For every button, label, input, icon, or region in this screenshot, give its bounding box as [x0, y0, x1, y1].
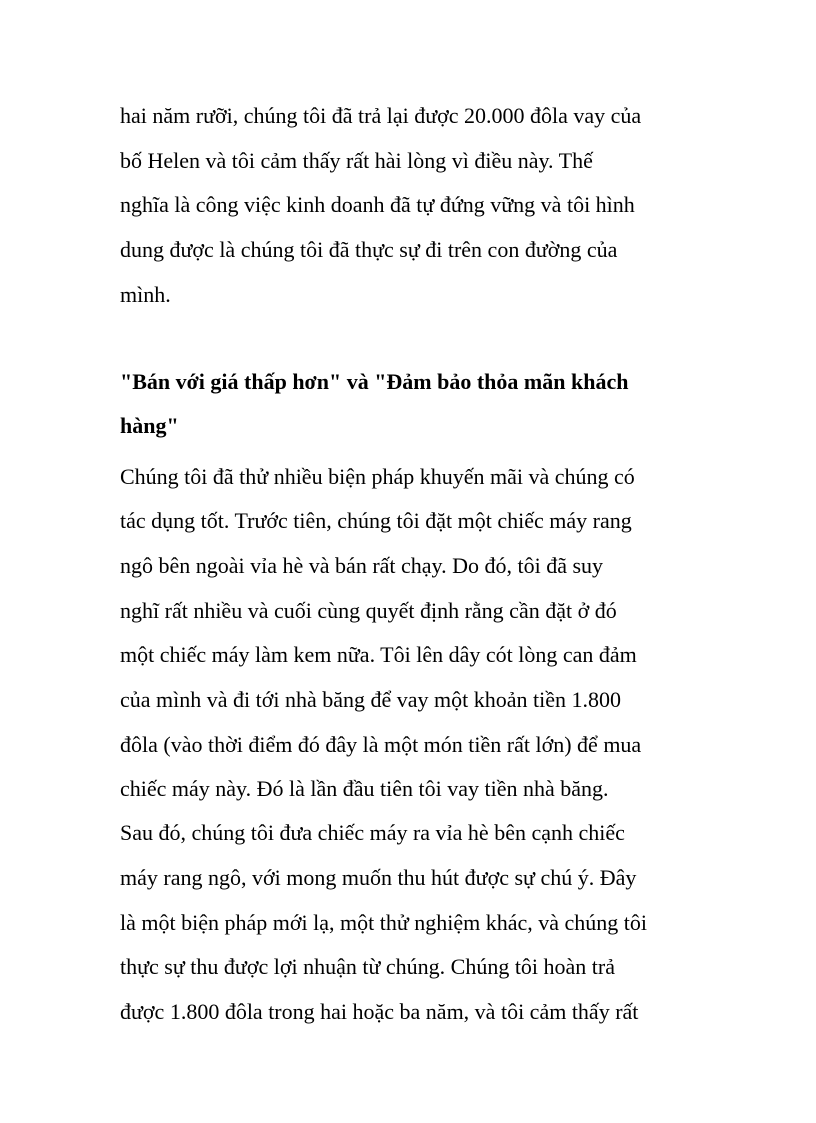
paragraph-line: thực sự thu được lợi nhuận từ chúng. Chúng tôi hoàn trả [120, 954, 616, 979]
paragraph-line: hai năm rưỡi, chúng tôi đã trả lại được 20.000 đôla vay của [120, 103, 642, 128]
paragraph-line: nghĩa là công việc kinh doanh đã tự đứng vững và tôi hình [120, 192, 635, 217]
paragraph-line: máy rang ngô, với mong muốn thu hút được sự chú ý. Đây [120, 865, 637, 890]
paragraph-line: chiếc máy này. Đó là lần đầu tiên tôi vay tiền nhà băng. [120, 776, 609, 801]
paragraph-line: đôla (vào thời điểm đó đây là một món tiền rất lớn) để mua [120, 732, 642, 757]
paragraph-line: bố Helen và tôi cảm thấy rất hài lòng vì điều này. Thế [120, 148, 593, 173]
paragraph-line: Sau đó, chúng tôi đưa chiếc máy ra vỉa hè bên cạnh chiếc [120, 820, 625, 845]
paragraph-line: dung được là chúng tôi đã thực sự đi trên con đường của [120, 237, 618, 262]
paragraph-line: Chúng tôi đã thử nhiều biện pháp khuyến mãi và chúng có [120, 464, 635, 489]
heading-line: "Bán với giá thấp hơn" và "Đảm bảo thỏa mãn khách [120, 369, 629, 394]
paragraph-line: là một biện pháp mới lạ, một thử nghiệm khác, và chúng tôi [120, 910, 648, 935]
heading-line: hàng" [120, 413, 179, 438]
paragraph-line: một chiếc máy làm kem nữa. Tôi lên dây cót lòng can đảm [120, 642, 637, 667]
paragraph-line: ngô bên ngoài vỉa hè và bán rất chạy. Do đó, tôi đã suy [120, 553, 604, 578]
paragraph-line: nghĩ rất nhiều và cuối cùng quyết định rằng cần đặt ở đó [120, 598, 617, 623]
paragraph-line: tác dụng tốt. Trước tiên, chúng tôi đặt một chiếc máy rang [120, 508, 632, 533]
paragraph-line: của mình và đi tới nhà băng để vay một khoản tiền 1.800 [120, 687, 622, 712]
paragraph-line: được 1.800 đôla trong hai hoặc ba năm, và tôi cảm thấy rất [120, 999, 639, 1024]
paragraph-line: mình. [120, 282, 171, 307]
